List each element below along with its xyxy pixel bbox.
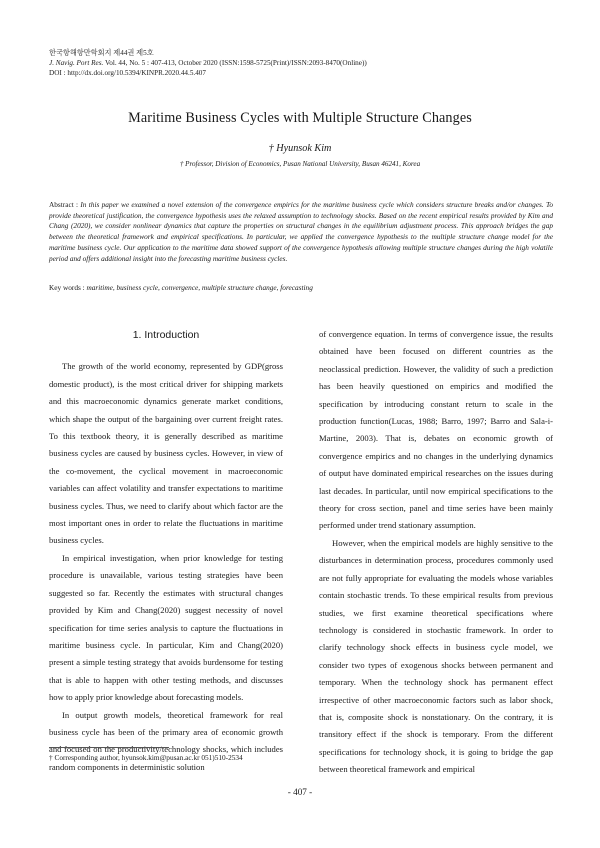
- section-heading-introduction: 1. Introduction: [132, 329, 200, 341]
- journal-citation: [49, 59, 367, 69]
- abstract-label: Abstract :: [49, 200, 81, 209]
- abstract: [49, 200, 553, 264]
- paragraph: The growth of the world economy, represented by GDP(gross domestic product), is the most critical driver for shipping markets and this macroeconomic dynamics generate market conditions, which shape the output of the bargaining over current freight rates. To this textbook theory, it is generally described as maritime business cycles are caused by business cycles. However, in view of the co-movement, the cyclical movement in macroeconomic variables can affect volatility and transfer expectations to maritime business cycles. Thus, we need to clarify about which factor are the most important ones in order to relate the fluctuations in maritime business cycles.: [49, 361, 283, 546]
- author-affiliation: † Professor, Division of Economics, Pusan National University, Busan 46241, Korea: [179, 160, 421, 168]
- page-number: - 407 -: [287, 787, 313, 797]
- dagger-mark: †: [268, 143, 274, 154]
- paragraph: In output growth models, theoretical framework for real business cycle has been of the primary area of economic growth and focused on the productivity/technology shocks, which includes random components in deterministic solution: [49, 709, 283, 772]
- footnote-divider: [49, 747, 169, 748]
- author-line: [0, 143, 600, 154]
- author-name: Hyunsok Kim: [273, 143, 332, 154]
- journal-header-korean: 한국항해항만학회지 제44권 제5호: [49, 49, 154, 57]
- keywords-label: Key words :: [49, 283, 87, 292]
- keywords-text: maritime, business cycle, convergence, multiple structure change, forecasting: [86, 283, 313, 292]
- paper-title: Maritime Business Cycles with Multiple Structure Changes: [128, 110, 472, 126]
- footnote-corresponding-author: † Corresponding author, hyunsok.kim@pusan.ac.kr 051)510-2534: [49, 753, 243, 762]
- paragraph: In empirical investigation, when prior knowledge for testing procedure is unavailable, various testing strategies have been suggested so far. Recently the estimates with structural changes provided by Kim and Chang(2020) suggest necessity of novel specification for time series analysis to capture the fluctuations in maritime business cycle. In particular, Kim and Chang(2020) present a simple testing strategy that avoids burdensome for testing that is able to happen with other testing methods, and discusses how to apply prior knowledge about forecasting models.: [49, 552, 283, 703]
- doi-line: DOI : http://dx.doi.org/10.5394/KINPR.2020.44.5.407: [49, 69, 206, 77]
- paragraph: However, when the empirical models are highly sensitive to the disturbances in determination process, procedures commonly used are not fully appropriate for evaluating the models whose variables contain stochastic trends. To these empirical results from previous studies, we first examine theoretical specifications where technology is considered in stochastic framework. In order to clarify technology shock effects in business cycle model, we consider two types of exogenous shocks between permanent and temporary. When the technology shock has permanent effect irrespective of other macroeconomic factors such as labor shock, that is, composite shock is nonstationary. On the contrary, it is transitory effect if the shock is temporary. From the different specifications for technology shock, it is going to bridge the gap between theoretical framework and empirical: [319, 537, 553, 775]
- abstract-text: In this paper we examined a novel extension of the convergence empirics for the maritime business cycle which considers structure breaks and/or changes. To provide theoretical justification, the convergence hypothesis uses the relaxed assumption to technology shocks. Based on the recent empirical results provided by Kim and Chang (2020), we consider nonlinear dynamics that capture the properties on structural changes in the equilibrium adjustment process. This approach bridges the gap between the theoretical framework and empirical specifications. In particular, we applied the convergence hypothesis to the multiple structure change model for the maritime business cycle. Our application to the maritime data showed support of the convergence hypothesis allowing multiple structure changes during the high volatile period and offers additional insight into the forecasting maritime business cycles.: [49, 200, 553, 263]
- journal-abbrev: J. Navig. Port Res.: [49, 59, 104, 67]
- keywords: [49, 283, 553, 292]
- journal-volume-info: Vol. 44, No. 5 : 407-413, October 2020 (ISSN:1598-5725(Print)/ISSN:2093-8470(Online)): [103, 59, 367, 67]
- right-column: [319, 326, 553, 779]
- left-column: [49, 327, 283, 776]
- paragraph: of convergence equation. In terms of convergence issue, the results obtained have been focused on different countries as the neoclassical prediction. However, the validity of such a prediction has been heavily questioned on empirics and modified the specification by introducing constant return to scale in the production function(Lucas, 1988; Barro, 1997; Barro and Sala-i-Martine, 2003). That is, debates on economic growth of convergence empirics and no changes in the underlying dynamics of output have dominated empirical researches on the issues during last decades. In particular, until now empirical specifications to the theory for cross section, panel and time series have been mainly performed under trend stationary assumption.: [319, 329, 553, 531]
